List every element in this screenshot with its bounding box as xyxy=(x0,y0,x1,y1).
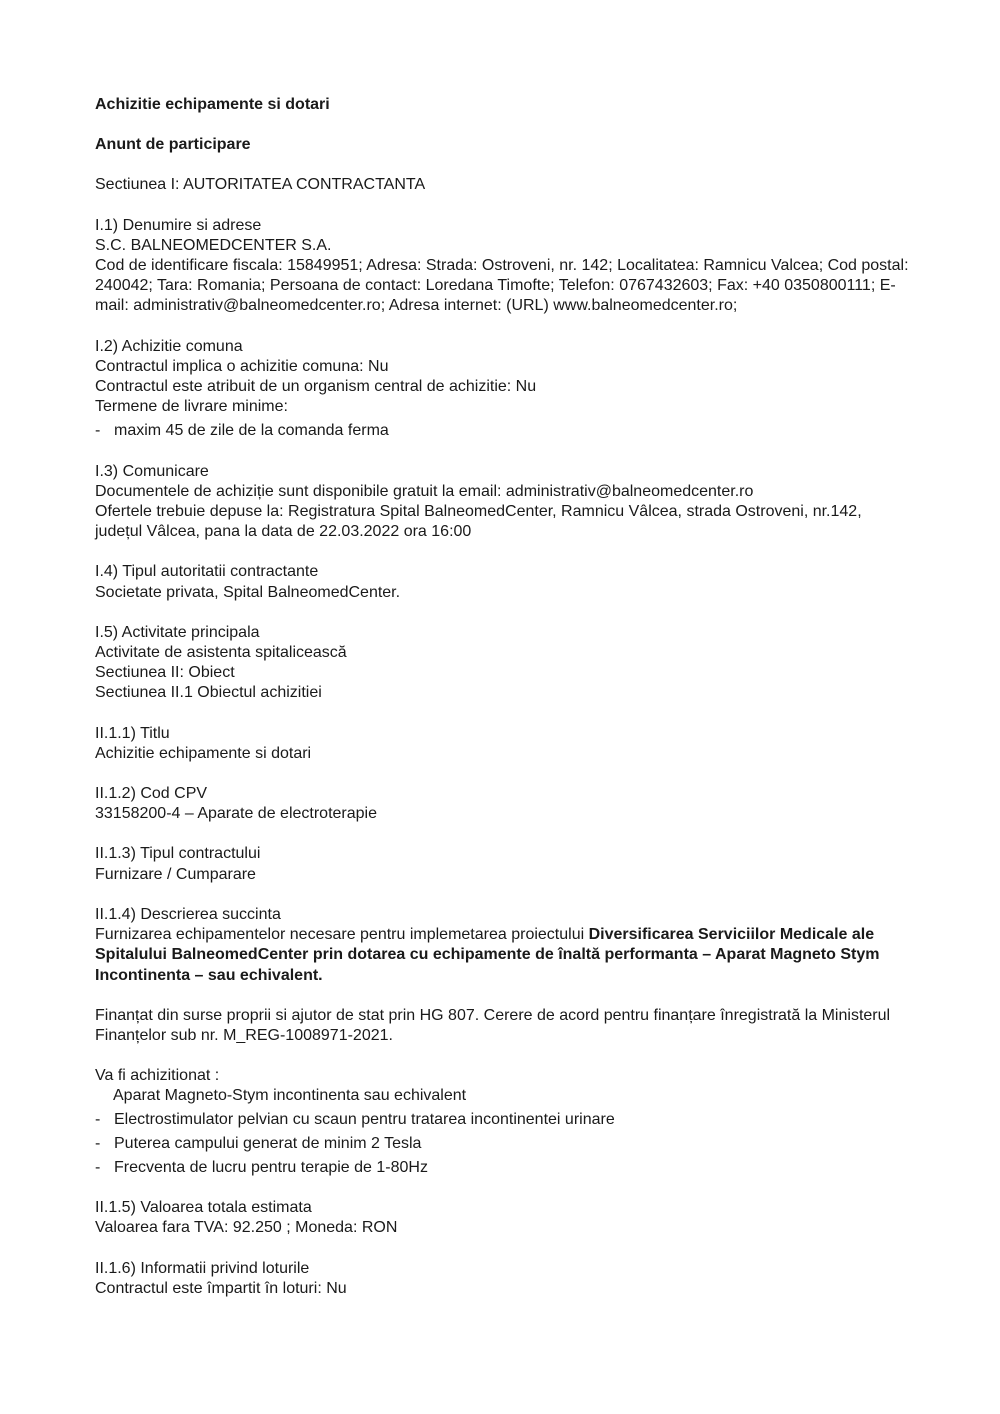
i1-heading: I.1) Denumire si adrese xyxy=(95,216,262,234)
ii14-bullet-3: Frecventa de lucru pentru terapie de 1-80Hz xyxy=(114,1158,428,1176)
ii15-heading: II.1.5) Valoarea totala estimata xyxy=(95,1199,312,1217)
i4-line-1: Societate privata, Spital BalneomedCenter. xyxy=(95,583,401,601)
ii16-heading: II.1.6) Informatii privind loturile xyxy=(95,1259,310,1277)
list-item xyxy=(0,421,910,441)
ii14-project-name: Diversificarea Serviciilor Medicale ale Spitalului BalneomedCenter prin dotarea cu echipamente de înaltă performanta – Aparat Magneto Stym Incontinenta – sau echivalent. xyxy=(95,926,880,984)
i3-line-1: Documentele de achiziție sunt disponibile gratuit la email: administrativ@balneomedcenter.ro xyxy=(95,482,754,500)
dash-bullet: - xyxy=(95,1158,101,1176)
section-ii15 xyxy=(95,1198,910,1238)
section-ii14 xyxy=(95,905,910,1178)
i1-name: S.C. BALNEOMEDCENTER S.A. xyxy=(95,236,332,254)
ii15-line-1: Valoarea fara TVA: 92.250 ; Moneda: RON xyxy=(95,1219,398,1237)
i3-heading: I.3) Comunicare xyxy=(95,462,209,480)
ii13-line-1: Furnizare / Cumparare xyxy=(95,865,256,883)
i5-heading: I.5) Activitate principala xyxy=(95,623,260,641)
ii12-heading: II.1.2) Cod CPV xyxy=(95,785,208,803)
section-ii12 xyxy=(95,784,910,824)
document xyxy=(95,95,910,1299)
section-i3 xyxy=(95,462,910,543)
i3-line-2: Ofertele trebuie depuse la: Registratura Spital BalneomedCenter, Ramnicu Vâlcea, strada Ostroveni, nr.142, județul Vâlcea, pana la data de 22.03.2022 ora 16:00 xyxy=(95,503,862,541)
dash-bullet: - xyxy=(95,422,101,440)
i1-details: Cod de identificare fiscala: 15849951; Adresa: Strada: Ostroveni, nr. 142; Localitatea: Ramnicu Valcea; Cod postal: 240042; Tara: Romania; Persoana de contact: Loredana Timofte; Telefon: 0767432603; Fax: +40 0350800111; E-mail: administrativ@balneomedcenter.ro; Adresa internet: (URL) www.balneomedcenter.ro; xyxy=(95,257,909,315)
ii14-bullet-1: Electrostimulator pelvian cu scaun pentru tratarea incontinentei urinare xyxy=(114,1110,615,1128)
ii14-will: Va fi achizitionat : xyxy=(95,1067,220,1085)
ii14-intro: Furnizarea echipamentelor necesare pentru implemetarea proiectului xyxy=(95,926,589,944)
ii16-line-1: Contractul este împartit în loturi: Nu xyxy=(95,1279,347,1297)
section-ii13 xyxy=(95,844,910,884)
dash-bullet: - xyxy=(95,1110,101,1128)
ii14-heading: II.1.4) Descrierea succinta xyxy=(95,905,281,923)
ii12-line-1: 33158200-4 – Aparate de electroterapie xyxy=(95,805,377,823)
section-i4 xyxy=(95,562,910,602)
i5-line-3: Sectiunea II.1 Obiectul achizitiei xyxy=(95,684,322,702)
section-i1 xyxy=(95,216,910,317)
ii11-heading: II.1.1) Titlu xyxy=(95,724,170,742)
section-ii16 xyxy=(95,1259,910,1299)
i2-line-2: Contractul este atribuit de un organism central de achizitie: Nu xyxy=(95,378,537,396)
ii14-description xyxy=(95,925,910,986)
dash-bullet: - xyxy=(95,1134,101,1152)
i2-heading: I.2) Achizitie comuna xyxy=(95,337,243,355)
ii11-line-1: Achizitie echipamente si dotari xyxy=(95,744,312,762)
section-i5 xyxy=(95,623,910,704)
section-1-heading: Sectiunea I: AUTORITATEA CONTRACTANTA xyxy=(95,176,426,194)
i2-bullet: maxim 45 de zile de la comanda ferma xyxy=(114,422,389,440)
section-ii11 xyxy=(95,724,910,764)
i5-line-2: Sectiunea II: Obiect xyxy=(95,664,235,682)
ii14-item: Aparat Magneto-Stym incontinenta sau echivalent xyxy=(113,1087,467,1105)
document-subtitle: Anunt de participare xyxy=(95,136,251,154)
document-title: Achizitie echipamente si dotari xyxy=(95,96,330,113)
section-i2 xyxy=(95,337,910,442)
list-item xyxy=(0,1134,910,1154)
list-item xyxy=(0,1158,910,1178)
ii14-bullet-2: Puterea campului generat de minim 2 Tesla xyxy=(114,1134,422,1152)
list-item xyxy=(0,1110,910,1130)
i2-line-1: Contractul implica o achizitie comuna: Nu xyxy=(95,357,389,375)
ii13-heading: II.1.3) Tipul contractului xyxy=(95,845,261,863)
i5-line-1: Activitate de asistenta spitalicească xyxy=(95,644,347,662)
ii14-funding: Finanțat din surse proprii si ajutor de stat prin HG 807. Cerere de acord pentru finanțare înregistrată la Ministerul Finanțelor sub nr. M_REG-1008971-2021. xyxy=(95,1006,891,1044)
i2-line-3: Termene de livrare minime: xyxy=(95,398,288,416)
i4-heading: I.4) Tipul autoritatii contractante xyxy=(95,563,319,581)
